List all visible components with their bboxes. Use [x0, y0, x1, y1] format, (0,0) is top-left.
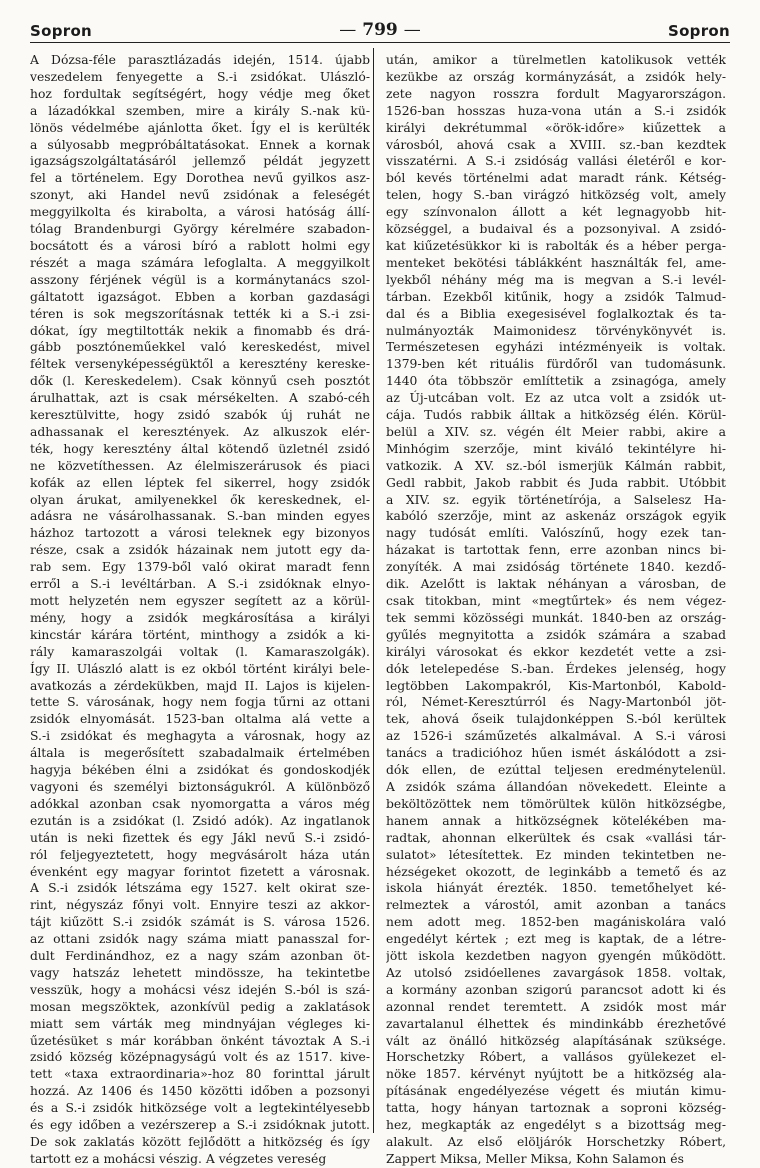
text-line: tek, ahová őseik tulajdonképpen S.-ból kerültek — [386, 712, 726, 727]
text-line: zavartalanul élhettek és mindinkább érezhetővé — [386, 1016, 726, 1031]
text-line: része, csak a zsidók házainak nem jutott egy da- — [30, 543, 370, 558]
text-line: hoz fordultak segítségért, hogy védje meg őket — [30, 86, 370, 101]
text-line: legtöbben Lakompakról, Kis-Martonból, Kabold- — [386, 678, 726, 693]
text-line: nem adott meg. 1852-ben magániskolára való — [386, 915, 726, 930]
text-line: alakult. Az első elöljárók Horschetzky Róbert, — [386, 1135, 726, 1149]
text-line: gyűlés megnyitotta a zsidók számára a szabad — [386, 627, 726, 642]
header-right-keyword: Sopron — [667, 22, 730, 40]
text-line: nagy tudósát említi. Valószínű, hogy ezek tan- — [386, 526, 726, 541]
text-line: egy színvonalon állott a két legnagyobb hit- — [386, 205, 726, 220]
text-line: házakat is tartottak fenn, erre azonban nincs bi- — [386, 543, 726, 558]
column-divider — [373, 48, 374, 1133]
text-line: adókkal azonban csak nyomorgatta a város még — [30, 796, 370, 811]
text-line: hézségeket okozott, de leginkább a temető és az — [386, 864, 726, 879]
text-line: tanács a tradicióhoz hűen ismét áskálódott a zsi- — [386, 746, 726, 761]
text-line: erről a S.-i levéltárban. A S.-i zsidóknak elnyo- — [30, 577, 370, 592]
text-line: rály kamaraszolgái voltak (l. Kamaraszolgák). — [30, 644, 370, 659]
text-line: dókat, így megtiltották nekik a finomabb és drá- — [30, 323, 370, 338]
text-line: és egy időben a vezérszerep a S.-i zsidóknak jutott. — [30, 1118, 370, 1133]
text-line: Az utolsó zsidóellenes zavargások 1858. voltak, — [386, 965, 726, 980]
text-line: tárban. Ezekből kitűnik, hogy a zsidók Talmud- — [386, 289, 726, 304]
right-text-column — [386, 52, 726, 1168]
text-line: tette S. városának, hogy nem fogja tűrni az ottani — [30, 695, 370, 710]
text-line: féltek versenyképességüktől a keresztény kereske- — [30, 357, 370, 372]
text-line: dik. Azelőtt is laktak néhányan a városban, de — [386, 577, 726, 592]
text-line: tatta, hogy hányan tartoznak a soproni község- — [386, 1101, 726, 1116]
text-line: sulatot» létesítettek. Ez minden tekintetben ne- — [386, 847, 726, 862]
text-line: ezután is a zsidókat (l. Zsidó adók). Az ingatlanok — [30, 813, 370, 828]
text-line: Minhógim szerzője, mint kiváló tekintélyre hi- — [386, 441, 726, 456]
text-line: a súlyosabb megpróbáltatásokat. Ennek a kornak — [30, 137, 370, 152]
text-line: az ottani zsidók nagy száma miatt panasszal for- — [30, 932, 370, 947]
text-line: belül a XIV. sz. végén élt Meier rabbi, akire a — [386, 424, 726, 439]
text-line: keresztülvitte, hogy zsidó szabók új ruhát ne — [30, 408, 370, 423]
text-line: hozzá. Az 1406 és 1450 közötti időben a pozsonyi — [30, 1084, 370, 1099]
text-line: vált az önálló hitközség alapításának szüksége. — [386, 1033, 726, 1048]
text-line: Így II. Ulászló alatt is ez okból történt királyi bele- — [30, 661, 370, 676]
text-line: jött iskola kezdetben nagyon gyengén működött. — [386, 949, 726, 964]
text-line: iskola hiányát érezték. 1850. temetőhelyet ké- — [386, 881, 726, 896]
text-line: kat kiűzetésükkor ki is rabolták és a héber perga- — [386, 238, 726, 253]
text-line: dók letelepedése S.-ban. Érdekes jelenség, hogy — [386, 661, 726, 676]
text-line: nulmányozták Maimonidesz törvénykönyvét is. — [386, 323, 726, 338]
text-line: vagy hatszáz lehetett mindössze, ha tekintetbe — [30, 965, 370, 980]
text-line: vesszük, hogy a mohácsi vész idején S.-ból is szá- — [30, 982, 370, 997]
text-line: az 1526-i száműzetés alkalmával. A S.-i városi — [386, 729, 726, 744]
text-line: dők (l. Kereskedelem). Csak könnyű cseh posztót — [30, 374, 370, 389]
page-number-block: — 799 — — [339, 20, 421, 40]
text-line: ból kevés történelmi adat maradt ránk. Kétség- — [386, 171, 726, 186]
text-line: Horschetzky Róbert, a vallásos gyülekezet el- — [386, 1050, 726, 1065]
text-line: mott helyzetén nem egyszer segített az a körül- — [30, 594, 370, 608]
text-line: az Új-utcában volt. Ez az utca volt a zsidók ut- — [386, 391, 726, 406]
text-line: azonnal rendet teremtett. A zsidók most már — [386, 999, 726, 1014]
text-line: 1526-ban hosszas huza-vona után a S.-i zsidók — [386, 103, 726, 118]
text-line: pításának engedélyezése végett és miután kimu- — [386, 1084, 726, 1099]
text-line: tek semmi közösségi munkát. 1840-ben az ország- — [386, 610, 726, 625]
text-line: árulhattak, azt is csak mérsékelten. A szabó-céh — [30, 391, 370, 406]
text-line: Természetesen egyházi intézményeik is voltak. — [386, 340, 726, 355]
text-line: után, amikor a türelmetlen katolikusok vették — [386, 53, 726, 67]
text-line: miatt sem várták meg mindnyájan végleges ki- — [30, 1016, 370, 1031]
text-line: radtak, ahonnan elkerültek és csak «vallási tár- — [386, 830, 726, 845]
text-line: községgel, a budaival és a pozsonyival. A zsidó- — [386, 222, 726, 237]
text-line: nöke 1857. kérvényt nyújtott be a hitközség ala- — [386, 1067, 726, 1082]
page-number: 799 — [362, 20, 398, 40]
text-line: rab sem. Egy 1379-ből való okirat maradt fenn — [30, 560, 370, 575]
text-line: a kormány azonban szigorú parancsot adott ki és — [386, 982, 726, 997]
text-line: házhoz tartozott a városi teleknek egy bizonyos — [30, 526, 370, 541]
text-line: dók ellen, de ezúttal teljesen eredménytelenül. — [386, 763, 726, 778]
text-line: 1379-ben két rituális fürdőről van tudomásunk. — [386, 357, 726, 372]
text-line: és a S.-i zsidók hitközsége volt a legtekintélyesebb — [30, 1101, 370, 1116]
text-line: A Dózsa-féle parasztlázadás idején, 1514. újabb — [30, 53, 370, 67]
text-line: adhassanak el keresztények. Az alkuszok elér- — [30, 424, 370, 439]
text-line: lyekből néhány még ma is megvan a S.-i levél- — [386, 272, 726, 287]
text-line: kabóló szerzője, mint az askenáz országok egyik — [386, 509, 726, 524]
text-line: tett «taxa extraordinaria»-hoz 80 forinttal járult — [30, 1067, 370, 1082]
text-line: tólag Brandenburgi György kérelmére szabadon- — [30, 222, 370, 237]
text-line: A zsidók száma állandóan növekedett. Eleinte a — [386, 779, 726, 794]
text-line: Gedl rabbit, Jakob rabbit és Juda rabbit. Utóbbit — [386, 475, 726, 490]
text-line: ne közvetíthessen. Az élelmiszerárusok és piaci — [30, 458, 370, 473]
text-line: városból, ahová csak a XVIII. sz.-ban kezdtek — [386, 137, 726, 152]
page-header — [30, 10, 730, 40]
text-line: tartott ez a mohácsi vészig. A végzetes vereség — [30, 1151, 327, 1166]
text-line: dal és a Biblia exegesisével foglalkoztak és ta- — [386, 306, 726, 321]
text-line: telen, hogy S.-ban virágzó hitközség volt, amely — [386, 188, 726, 203]
text-line: királyi városokat és ekkor kezdetét vette a zsi- — [386, 644, 726, 659]
text-line: űzetésüket s már korábban önként távoztak A S.-i — [30, 1033, 370, 1048]
text-line: királyi dekrétummal «örök-időre» kiűzettek a — [386, 120, 726, 135]
text-line: kofák az ellen léptek fel sikerrel, hogy zsidók — [30, 475, 370, 490]
header-rule — [30, 42, 730, 43]
text-line: olyan árukat, amilyenekkel ők kereskednek, el- — [30, 492, 370, 507]
text-line: mény, hogy a zsidók megkárosítása a királyi — [30, 610, 370, 625]
header-left-keyword: Sopron — [30, 22, 93, 40]
text-line: gább posztóneműekkel való kereskedést, mivel — [30, 340, 370, 355]
text-line: hanem annak a hitközségnek kötelékében ma- — [386, 813, 726, 828]
text-line: kincstár kárára történt, minthogy a zsidók a ki- — [30, 627, 370, 642]
text-line: adásra ne vásárolhassanak. S.-ban minden egyes — [30, 509, 370, 524]
text-line: menteket bekötési táblákként használták fel, ame- — [386, 255, 726, 270]
text-line: igazságszolgáltatásáról jellemző példát jegyzett — [30, 154, 370, 169]
text-line: hagyja békében élni a zsidókat és gondoskodjék — [30, 763, 370, 778]
text-line: S.-i zsidókat és meghagyta a városnak, hogy az — [30, 729, 370, 744]
text-line: 1440 óta többször említtetik a zsinagóga, amely — [386, 374, 726, 389]
text-line: avatkozás a zérdekükben, majd II. Lajos is kijelen- — [30, 678, 370, 693]
text-line: ték, hogy keresztény által kötendő üzletnél zsidó — [30, 441, 370, 456]
text-line: hez, megkapták az engedélyt s a bizottság meg- — [386, 1118, 726, 1133]
text-line: lönös védelmébe ajánlotta őket. Így el is kerülték — [30, 120, 370, 135]
text-line: fel a történelem. Egy Dorothea nevű gyilkos asz- — [30, 171, 370, 186]
text-line: rint, négyszáz főnyi volt. Ennyire teszi az akkor- — [30, 898, 370, 913]
text-line: a XIV. sz. egyik történetírója, a Salselesz Ha- — [386, 492, 726, 507]
text-line: csak titokban, mint «megtűrtek» és nem végez- — [386, 594, 726, 608]
text-line: évenként egy magyar forintot fizetett a városnak. — [30, 864, 370, 879]
text-line: zonyíték. A mai zsidóság története 1840. kezdő- — [386, 560, 726, 575]
text-line: vagyoni és személyi biztonságukról. A különböző — [30, 779, 370, 794]
text-line: meggyilkolta és kirabolta, a városi hatóság állí- — [30, 205, 370, 220]
text-line: kezükbe az ország kormányzását, a zsidók hely- — [386, 69, 726, 84]
text-line: téren is sok megszorításnak tették ki a S.-i zsi- — [30, 306, 370, 321]
text-line: bocsátott és a városi bíró a rablott holmi egy — [30, 238, 370, 253]
text-line: általa is megerősített szabadalmaik értelmében — [30, 746, 370, 761]
text-line: cája. Tudós rabbik álltak a hitközség élén. Körül- — [386, 408, 726, 423]
text-line: után is neki fizettek és egy Jákl nevű S.-i zsidó- — [30, 830, 370, 845]
text-line: tájt kiűzött S.-i zsidók számát is S. városa 1526. — [30, 915, 370, 930]
text-line: dult Ferdinándhoz, ez a nagy szám azonban öt- — [30, 949, 370, 964]
text-line: részét a maga számára lefoglalta. A meggyilkolt — [30, 255, 370, 270]
text-line: mosan megszöktek, azonkívül pedig a zaklatások — [30, 999, 370, 1014]
text-line: vatkozik. A XV. sz.-ból ismerjük Kálmán rabbit, — [386, 458, 726, 473]
text-line: engedélyt kértek ; ezt meg is kaptak, de a létre- — [386, 932, 726, 947]
text-line: veszedelem fenyegette a S.-i zsidókat. Ulászló- — [30, 69, 370, 84]
text-line: A S.-i zsidók létszáma egy 1527. kelt okirat sze- — [30, 881, 370, 896]
text-line: ról feljegyeztetett, hogy megvásárolt háza után — [30, 847, 370, 862]
left-text-column — [30, 52, 370, 1168]
text-line: gáltatott igazságot. Ebben a korban gazdasági — [30, 289, 370, 304]
text-line: ról, Német-Keresztúrról és Nagy-Martonból jöt- — [386, 695, 726, 710]
text-line: szonyt, aki Handel nevű zsidónak a feleségét — [30, 188, 370, 203]
text-line: relmeztek a várostól, amit azonban a tanács — [386, 898, 726, 913]
text-line: zsidó község középnagyságú volt és az 1517. kive- — [30, 1050, 370, 1065]
text-line: Zappert Miksa, Meller Miksa, Kohn Salamon és — [386, 1151, 684, 1166]
text-line: zete nagyon rosszra fordult Magyarországon. — [386, 86, 726, 101]
text-line: beköltözöttek nem tömörültek külön hitközségbe, — [386, 796, 726, 811]
text-line: zsidók elnyomását. 1523-ban oltalma alá vette a — [30, 712, 370, 727]
text-line: visszatérni. A S.-i zsidóság vallási életéről e kor- — [386, 154, 726, 169]
text-line: a lázadókkal szemben, mire a király S.-nak kü- — [30, 103, 370, 118]
text-line: asszony férjének végül is a kormánytanács szol- — [30, 272, 370, 287]
text-line: De sok zaklatás között fejlődött a hitközség és így — [30, 1135, 370, 1149]
